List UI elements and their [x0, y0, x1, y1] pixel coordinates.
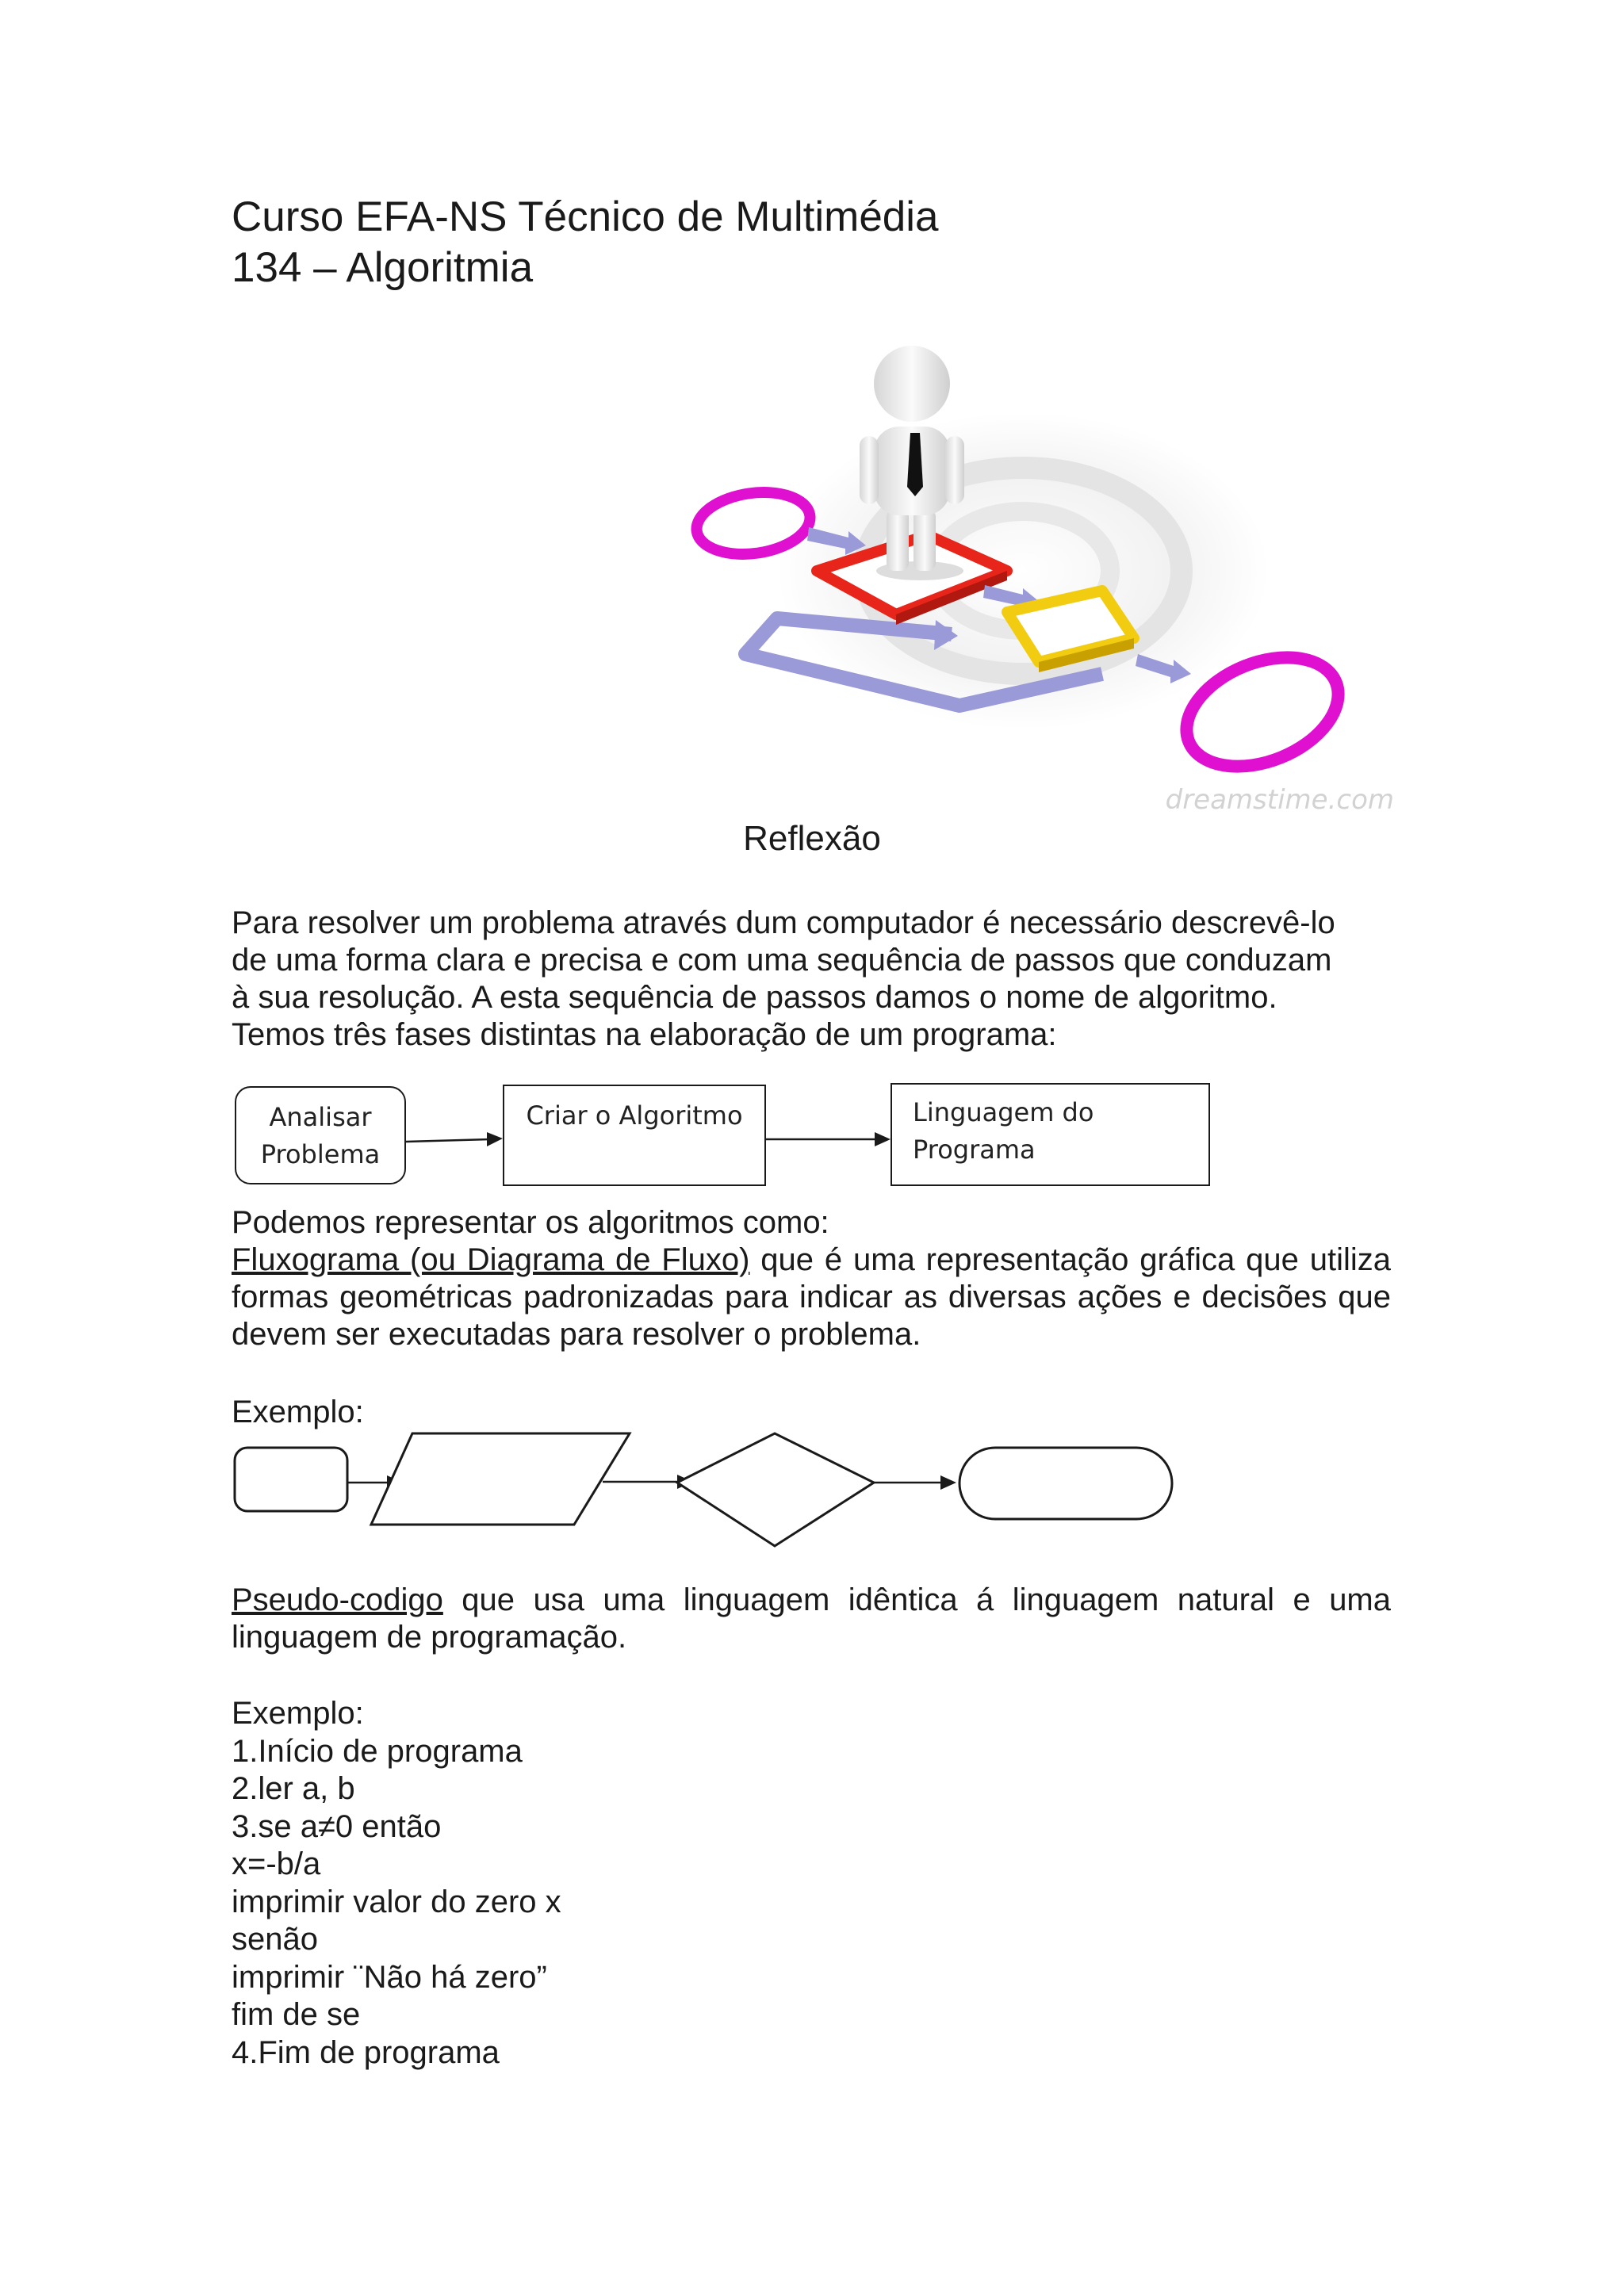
course-title: Curso EFA-NS Técnico de Multimédia: [232, 193, 939, 240]
phase-label: Problema: [260, 1139, 381, 1169]
representation-lead: Podemos representar os algoritmos como:: [232, 1205, 829, 1240]
representation-paragraph: [232, 1204, 1391, 1353]
intro-line: de uma forma clara e precisa e com uma sequência de passos que conduzam: [232, 943, 1332, 978]
phase-label: Linguagem do: [913, 1097, 1094, 1127]
code-line: 2.ler a, b: [232, 1771, 355, 1806]
intro-line: Para resolver um problema através dum computador é necessário descrevê-lo: [232, 905, 1335, 940]
flowchart-description: [232, 1242, 1391, 1353]
example-label: Exemplo:: [232, 1696, 364, 1731]
arrow-line: [406, 1139, 490, 1142]
arrowhead: [875, 1132, 891, 1146]
watermark: dreamstime.com: [1165, 784, 1394, 816]
phase-label: Analisar: [269, 1102, 372, 1132]
code-line: senão: [232, 1922, 318, 1957]
example-label: Exemplo:: [232, 1395, 364, 1429]
arrowhead: [487, 1132, 503, 1146]
intro-paragraph: [232, 905, 1391, 1054]
pseudocode-text: que usa uma linguagem idêntica á linguagem natural e uma linguagem de programação.: [232, 1582, 1391, 1655]
terminal-end-shape: [959, 1448, 1172, 1519]
phase-label: Programa: [913, 1135, 1036, 1165]
phase-arrows: [0, 1070, 1624, 1197]
pseudocode-description: [232, 1582, 1391, 1656]
arrowhead: [940, 1475, 956, 1490]
flowchart-text: que é uma representação gráfica que utiliza formas geométricas padronizadas para indicar as diversas ações e decisões que devem ser executadas para resolver o problema.: [232, 1242, 1392, 1352]
pseudocode-example: [232, 1695, 561, 2072]
phase-label: Criar o Algoritmo: [526, 1100, 743, 1131]
code-line: 1.Início de programa: [232, 1733, 523, 1769]
terminal-start-shape: [235, 1448, 347, 1511]
algorithm-illustration: [690, 333, 1404, 825]
section-title: Reflexão: [743, 819, 881, 858]
code-line: imprimir valor do zero x: [232, 1884, 561, 1919]
module-title: 134 – Algoritmia: [232, 244, 534, 291]
code-line: x=-b/a: [232, 1846, 321, 1881]
decision-shape: [677, 1433, 874, 1546]
intro-line: à sua resolução. A esta sequência de passos damos o nome de algoritmo.: [232, 980, 1277, 1015]
code-line: 3.se a≠0 então: [232, 1808, 442, 1844]
input-output-shape: [371, 1433, 630, 1525]
flowchart-example: [222, 1419, 1189, 1554]
pseudocode-term: Pseudo-codigo: [232, 1582, 443, 1617]
phases-intro: Temos três fases distintas na elaboração de um programa:: [232, 1017, 1057, 1052]
code-line: 4.Fim de programa: [232, 2034, 500, 2070]
code-line: imprimir ¨Não há zero”: [232, 1959, 547, 1995]
flowchart-term: Fluxograma (ou Diagrama de Fluxo): [232, 1242, 750, 1277]
code-line: fim de se: [232, 1997, 361, 2032]
